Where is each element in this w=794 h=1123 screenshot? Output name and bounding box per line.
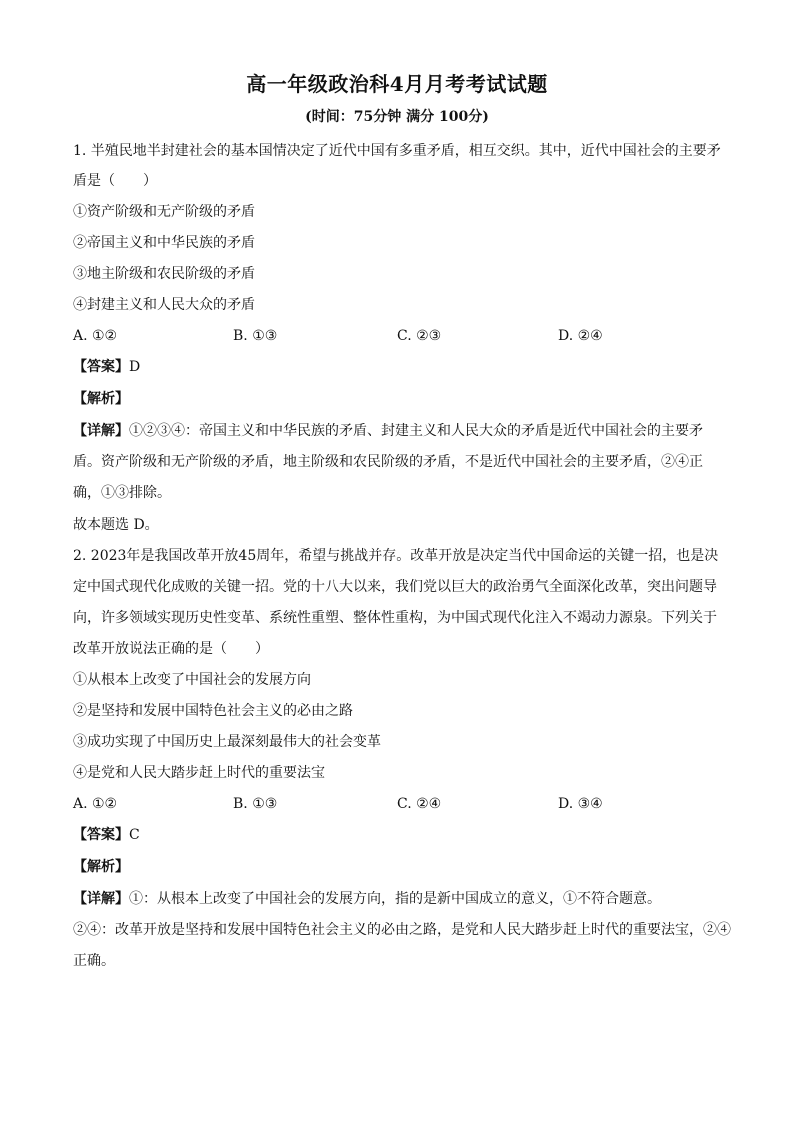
q2-analysis-tag: 【解析】	[73, 859, 129, 875]
q1-analysis-tag: 【解析】	[73, 391, 129, 407]
q1-answer-tag: 【答案】	[73, 359, 129, 375]
q1-detail-line-2: 盾。资产阶级和无产阶级的矛盾，地主阶级和农民阶级的矛盾，不是近代中国社会的主要矛盾，②④正	[73, 454, 703, 470]
q2-stem-line-4: 改革开放说法正确的是（ ）	[73, 641, 269, 657]
q1-item-4: ④封建主义和人民大众的矛盾	[73, 297, 255, 313]
q2-option-a: A. ①②	[73, 796, 118, 812]
q2-option-c: C. ②④	[397, 796, 442, 812]
q1-option-c: C. ②③	[397, 328, 442, 344]
q2-detail-line-1	[73, 889, 661, 909]
q2-answer-value: C	[129, 827, 140, 843]
q1-option-b: B. ①③	[233, 328, 278, 344]
q1-detail-text-1: ①②③④：帝国主义和中华民族的矛盾、封建主义和人民大众的矛盾是近代中国社会的主要矛	[129, 423, 703, 439]
q1-answer-value: D	[129, 359, 141, 375]
q1-option-a: A. ①②	[73, 328, 118, 344]
q1-stem-line-1: 1. 半殖民地半封建社会的基本国情决定了近代中国有多重矛盾，相互交织。其中，近代中国社会的主要矛	[73, 143, 721, 159]
q1-option-d: D. ②④	[558, 328, 603, 344]
q1-detail-line-1	[73, 421, 703, 441]
q1-item-1: ①资产阶级和无产阶级的矛盾	[73, 204, 255, 220]
q2-item-4: ④是党和人民大踏步赶上时代的重要法宝	[73, 765, 325, 781]
q2-stem-line-1: 2. 2023年是我国改革开放45周年，希望与挑战并存。改革开放是决定当代中国命运的关键一招，也是决	[73, 548, 719, 564]
q2-item-1: ①从根本上改变了中国社会的发展方向	[73, 672, 311, 688]
exam-time-score: (时间：75分钟 满分 100分)	[305, 109, 489, 125]
q2-option-b: B. ①③	[233, 796, 278, 812]
q1-detail-tag: 【详解】	[73, 423, 129, 439]
q1-answer	[73, 357, 140, 377]
q2-answer	[73, 825, 140, 845]
q2-option-d: D. ③④	[558, 796, 603, 812]
q2-stem-line-2: 定中国式现代化成败的关键一招。党的十八大以来，我们党以巨大的政治勇气全面深化改革，突出问题导	[73, 579, 717, 595]
q1-item-2: ②帝国主义和中华民族的矛盾	[73, 235, 255, 251]
q2-detail-text-1: ①：从根本上改变了中国社会的发展方向，指的是新中国成立的意义，①不符合题意。	[129, 891, 661, 907]
q1-detail-line-3: 确，①③排除。	[73, 485, 171, 501]
q2-item-2: ②是坚持和发展中国特色社会主义的必由之路	[73, 703, 353, 719]
q1-options	[73, 326, 733, 346]
q2-stem-line-3: 向，许多领域实现历史性变革、系统性重塑、整体性重构，为中国式现代化注入不竭动力源泉。下列关于	[73, 610, 717, 626]
q2-detail-line-2: ②④：改革开放是坚持和发展中国特色社会主义的必由之路，是党和人民大踏步赶上时代的重要法宝，②④	[73, 922, 731, 938]
q1-item-3: ③地主阶级和农民阶级的矛盾	[73, 266, 255, 282]
q2-detail-line-3: 正确。	[73, 953, 115, 969]
q1-conclusion: 故本题选 D。	[73, 517, 159, 533]
q2-answer-tag: 【答案】	[73, 827, 129, 843]
q2-detail-tag: 【详解】	[73, 891, 129, 907]
q2-item-3: ③成功实现了中国历史上最深刻最伟大的社会变革	[73, 734, 381, 750]
q1-stem-line-2: 盾是（ ）	[73, 173, 157, 189]
q2-options	[73, 794, 733, 814]
page-title: 高一年级政治科4月月考考试试题	[246, 72, 548, 96]
